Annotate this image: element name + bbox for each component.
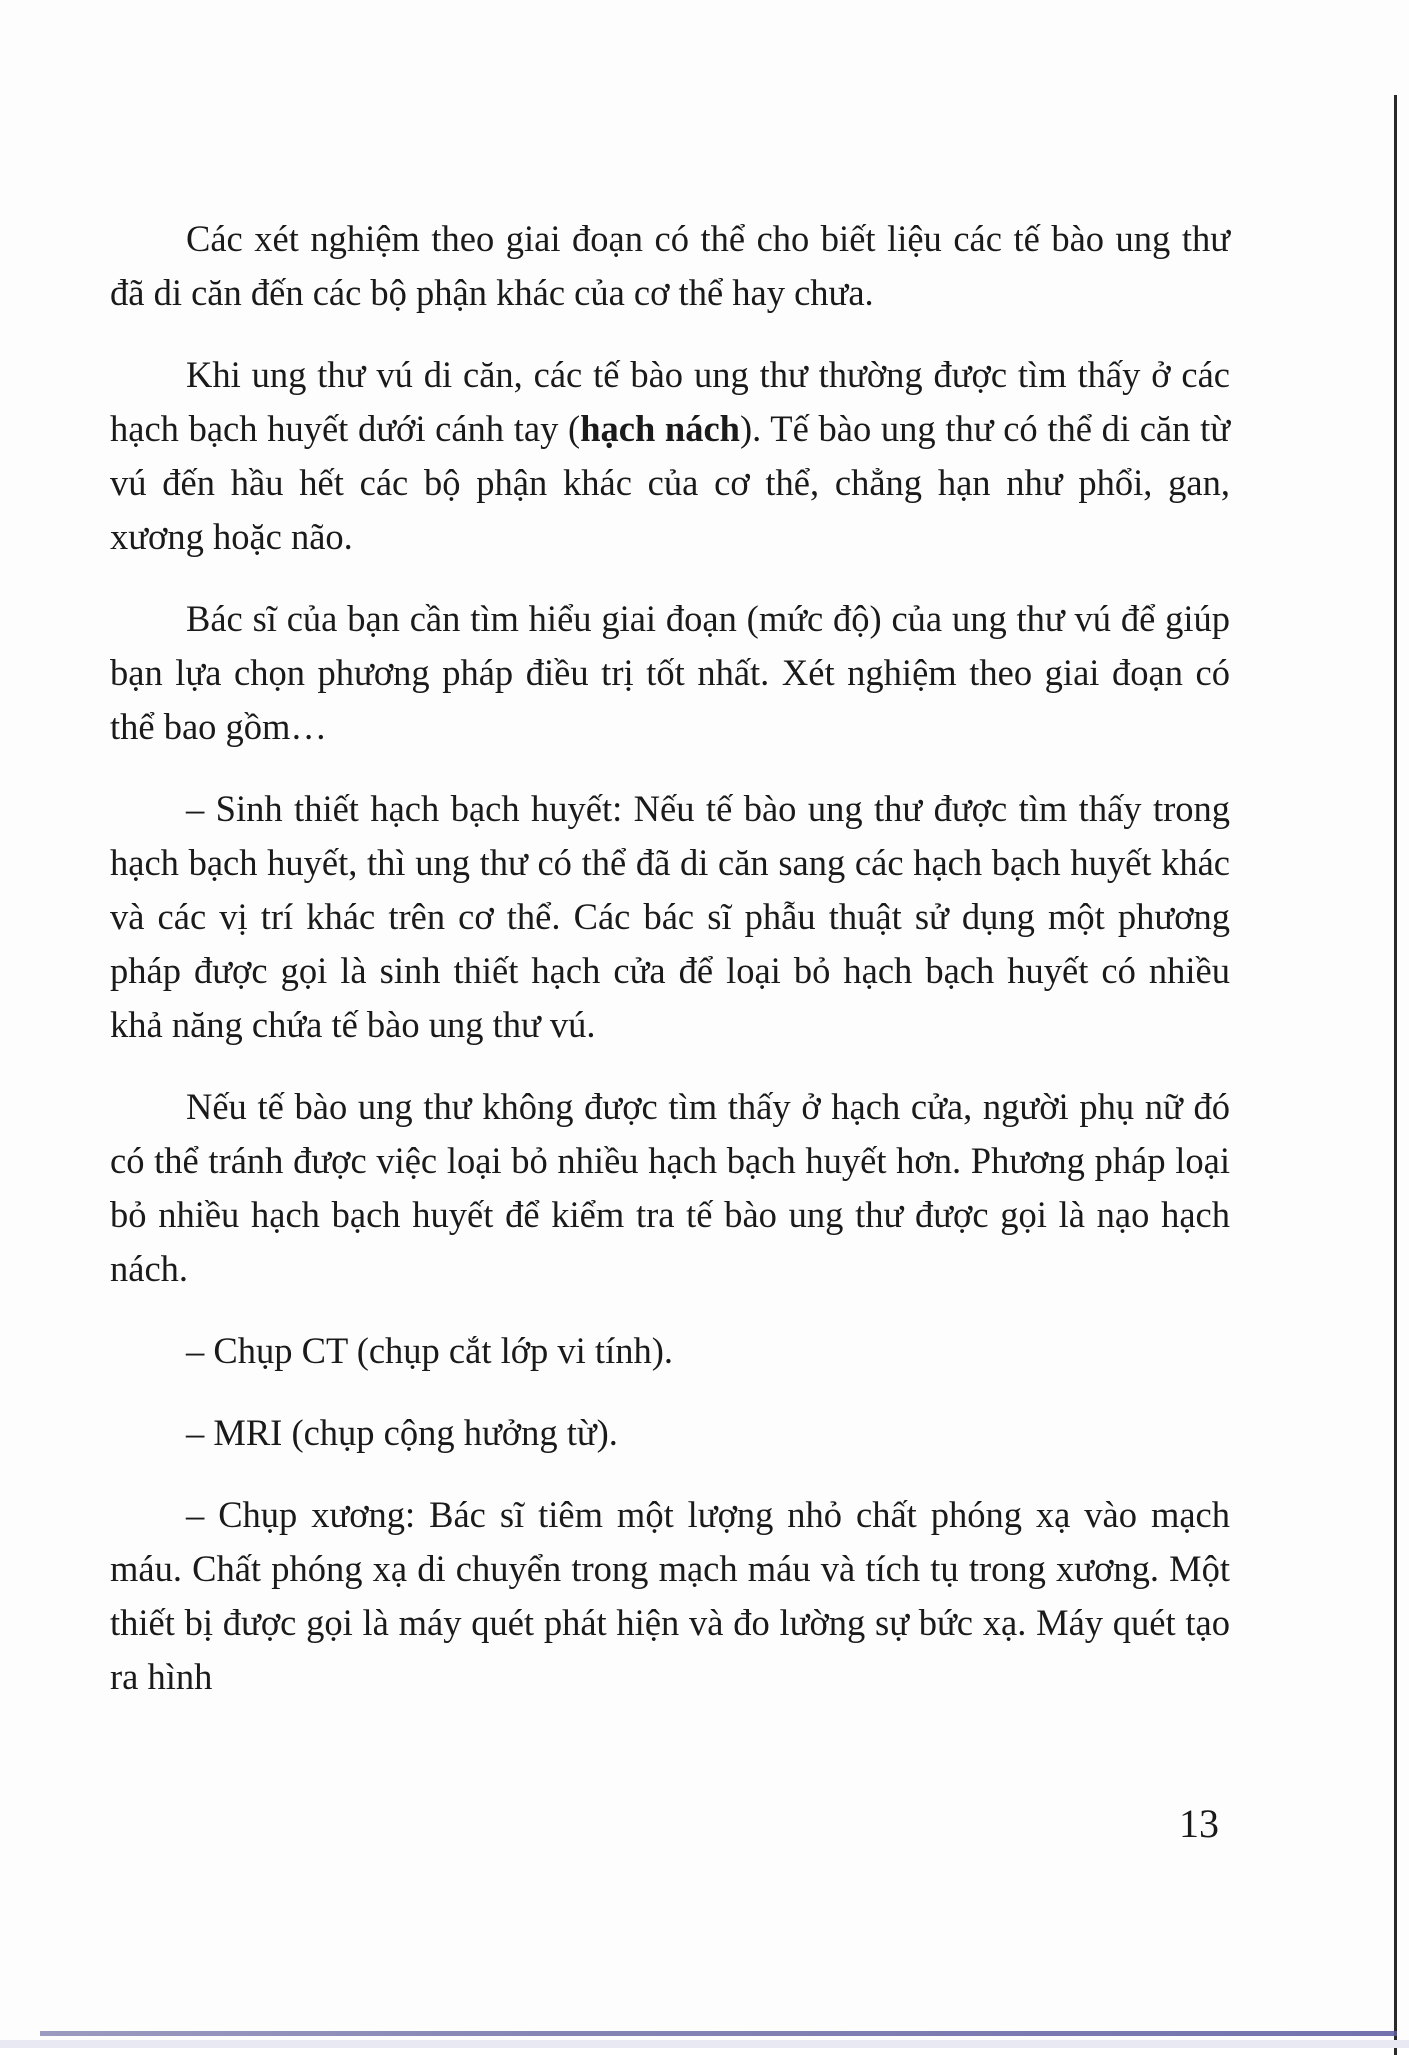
list-item-bone-scan: – Chụp xương: Bác sĩ tiêm một lượng nhỏ chất phóng xạ vào mạch máu. Chất phóng xạ di chuyển trong mạch máu và tích tụ trong xương. Một thiết bị được gọi là máy quét phát hiện và đo lường sự bức xạ. Máy quét tạo ra hình xyxy=(110,1494,1230,1697)
paragraph-sentinel-node: Nếu tế bào ung thư không được tìm thấy ở hạch cửa, người phụ nữ đó có thể tránh được việc loại bỏ nhiều hạch bạch huyết hơn. Phương pháp loại bỏ nhiều hạch bạch huyết để kiểm tra tế bào ung thư được gọi là nạo hạch nách. xyxy=(110,1086,1230,1289)
list-item-mri: – MRI (chụp cộng hưởng từ). xyxy=(186,1412,618,1453)
paragraph-doctor-stage: Bác sĩ của bạn cần tìm hiểu giai đoạn (mức độ) của ung thư vú để giúp bạn lựa chọn phương pháp điều trị tốt nhất. Xét nghiệm theo giai đoạn có thể bao gồm… xyxy=(110,598,1230,747)
list-item-ct-scan: – Chụp CT (chụp cắt lớp vi tính). xyxy=(186,1330,673,1371)
page-edge-bottom-shadow xyxy=(0,2040,1409,2048)
paragraph-metastasis xyxy=(110,348,1230,564)
bold-term-axillary-nodes: hạch nách xyxy=(580,408,740,449)
body-text xyxy=(110,212,1230,1732)
page-edge-bottom xyxy=(40,2031,1397,2036)
page-edge-right xyxy=(1394,95,1397,2055)
paragraph-metastasis-part-1: Khi ung thư vú di căn, các tế bào ung thư thường được tìm thấy ở các hạch bạch huyết dưới cánh tay ( xyxy=(110,354,1230,449)
page-number: 13 xyxy=(1179,1801,1219,1846)
list-item-lymph-node-biopsy: – Sinh thiết hạch bạch huyết: Nếu tế bào ung thư được tìm thấy trong hạch bạch huyết, thì ung thư có thể đã di căn sang các hạch bạch huyết khác và các vị trí khác trên cơ thể. Các bác sĩ phẫu thuật sử dụng một phương pháp được gọi là sinh thiết hạch cửa để loại bỏ hạch bạch huyết có nhiều khả năng chứa tế bào ung thư vú. xyxy=(110,788,1230,1045)
paragraph-metastasis-part-2: ). Tế bào ung thư có thể di căn từ vú đến hầu hết các bộ phận khác của cơ thể, chẳng hạn như phổi, gan, xương hoặc não. xyxy=(110,408,1230,557)
paragraph-staging-tests: Các xét nghiệm theo giai đoạn có thể cho biết liệu các tế bào ung thư đã di căn đến các bộ phận khác của cơ thể hay chưa. xyxy=(110,218,1230,313)
